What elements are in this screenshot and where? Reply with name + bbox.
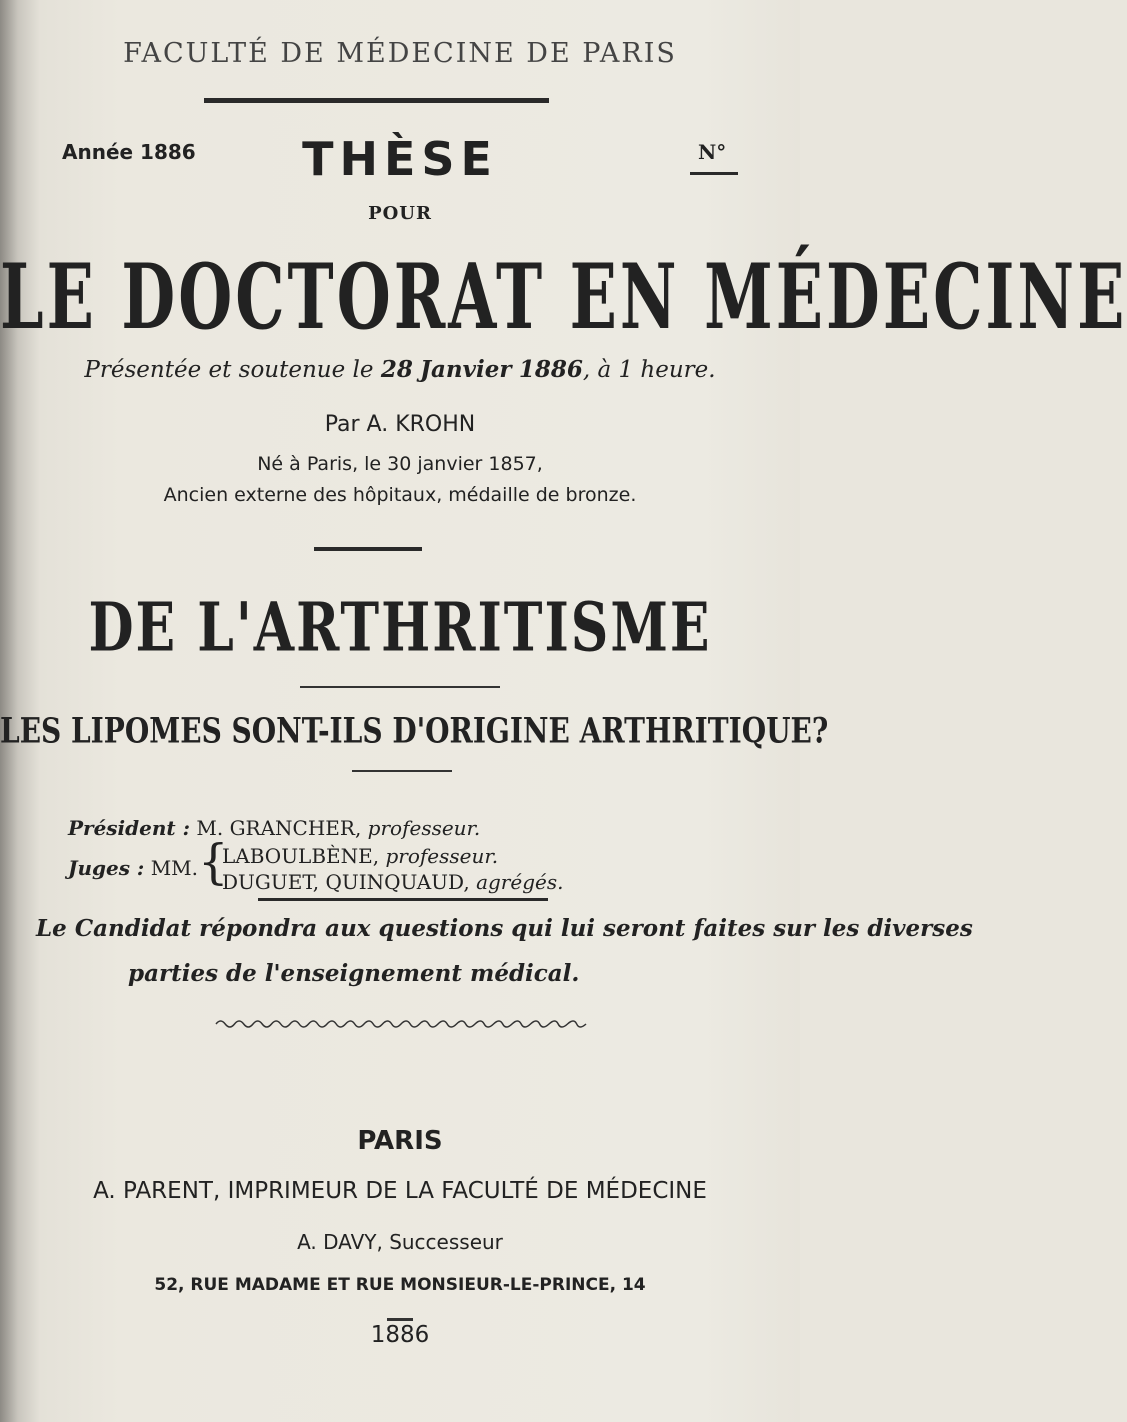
separator-rule-3: [352, 770, 452, 772]
doctorat-title: LE DOCTORAT EN MÉDECINE: [0, 244, 1127, 350]
subject-question: LES LIPOMES SONT-ILS D'ORIGINE ARTHRITIQUE?: [0, 710, 829, 752]
imprint-year: 1886: [370, 1322, 430, 1348]
defense-prefix: Présentée et soutenue le: [84, 357, 374, 383]
author-credentials: Ancien externe des hôpitaux, médaille de bronze.: [163, 484, 637, 506]
juge-1-name: LABOULBÈNE,: [222, 844, 380, 868]
defense-date-line: [0, 356, 800, 383]
juges-label: Juges :: [68, 856, 145, 880]
notice-line-1: Le Candidat répondra aux questions qui lui seront faites sur les diverses: [36, 915, 973, 942]
jury-president: [68, 816, 480, 840]
faculty-heading: FACULTÉ DE MÉDECINE DE PARIS: [123, 38, 677, 69]
defense-month: Janvier: [420, 356, 512, 383]
year-bar: [387, 1318, 413, 1321]
year-label: Année 1886: [62, 140, 196, 164]
defense-day: 28: [380, 356, 413, 383]
separator-rule-1: [314, 547, 422, 551]
top-rule: [204, 98, 549, 103]
juge-1: [222, 844, 498, 868]
pour-label: POUR: [368, 203, 432, 224]
defense-year: 1886: [518, 356, 583, 383]
president-label: Président :: [68, 816, 190, 840]
numero-label: N°: [698, 140, 727, 164]
imprint-successor: A. DAVY, Successeur: [297, 1230, 503, 1254]
juge-2-name: DUGUET, QUINQUAUD,: [222, 870, 470, 894]
juges-title: MM.: [150, 856, 199, 880]
separator-rule-2: [300, 686, 500, 688]
president-name: GRANCHER,: [229, 816, 362, 840]
subject-title: DE L'ARTHRITISME: [88, 588, 712, 668]
president-role: professeur.: [367, 816, 481, 840]
imprint-printer: A. PARENT, IMPRIMEUR DE LA FACULTÉ DE MÉDECINE: [93, 1178, 707, 1204]
defense-suffix: , à 1 heure.: [582, 357, 716, 383]
juge-2-role: agrégés.: [476, 870, 564, 894]
juge-1-role: professeur.: [385, 844, 499, 868]
these-heading: THÈSE: [302, 132, 498, 186]
numero-rule: [690, 172, 738, 175]
author-name: Par A. KROHN: [324, 412, 476, 437]
notice-line-2: parties de l'enseignement médical.: [128, 960, 580, 987]
juge-2: [222, 870, 563, 894]
author-birth: Né à Paris, le 30 janvier 1857,: [257, 453, 543, 475]
imprint-city: PARIS: [357, 1126, 443, 1156]
imprint-address: 52, RUE MADAME ET RUE MONSIEUR-LE-PRINCE, 14: [154, 1275, 646, 1295]
separator-rule-5: [258, 898, 548, 901]
jury-juges: [68, 856, 198, 880]
president-title: M.: [196, 816, 224, 840]
jury-brace: {: [198, 834, 229, 890]
wavy-ornament: [216, 1018, 586, 1030]
